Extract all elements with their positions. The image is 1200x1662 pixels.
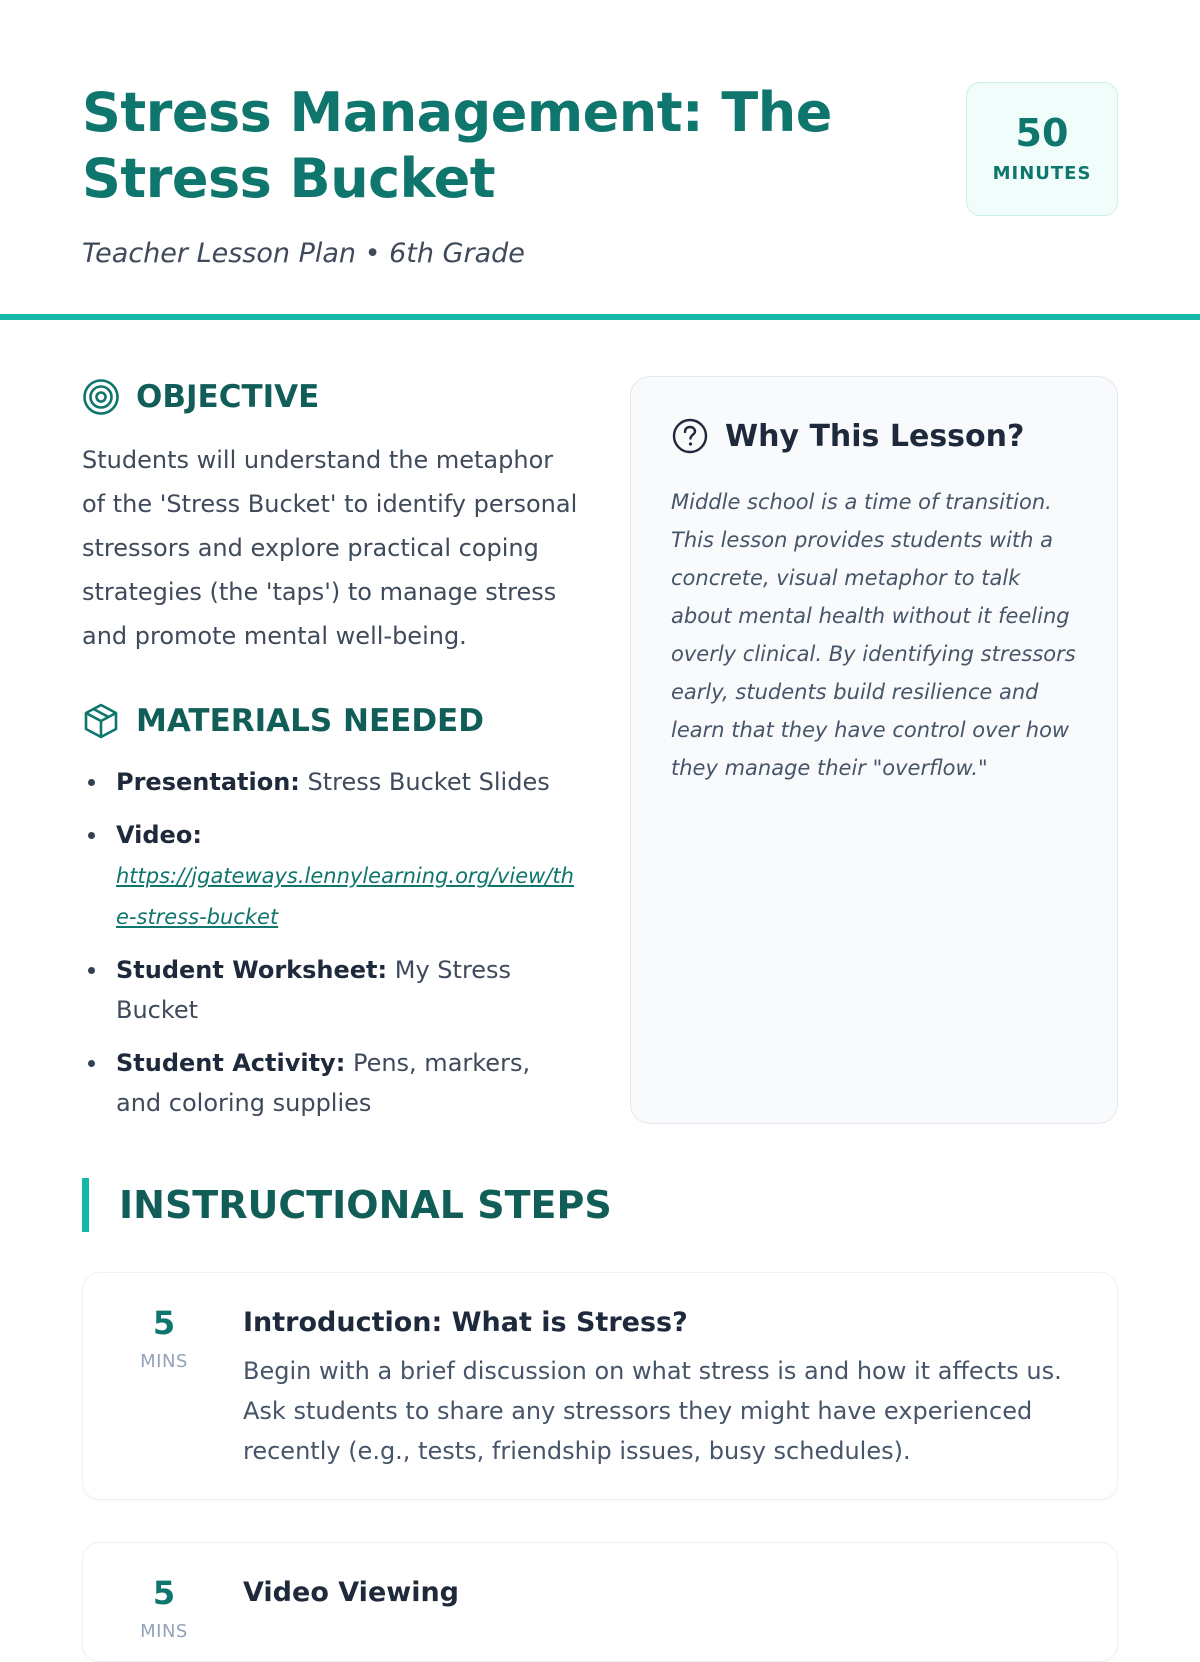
material-label: Video:	[116, 821, 202, 849]
lesson-header	[82, 0, 1118, 269]
video-link[interactable]: https://jgateways.lennylearning.org/view/the-stress-bucket	[116, 864, 574, 929]
objective-materials-column	[82, 376, 582, 1136]
duration-unit: MINUTES	[992, 163, 1092, 184]
material-label: Student Worksheet:	[116, 956, 388, 984]
duration-number: 50	[1015, 111, 1069, 155]
question-icon	[671, 417, 709, 455]
objective-heading	[82, 376, 582, 418]
list-item	[82, 1043, 582, 1123]
list-item	[82, 815, 582, 937]
materials-list	[82, 762, 582, 1123]
page-subtitle: Teacher Lesson Plan • 6th Grade	[82, 238, 525, 269]
why-this-lesson-card	[630, 376, 1118, 1124]
step-description: Begin with a brief discussion on what stress is and how it affects us. Ask students to share any stressors they might have experienced recently (e.g., tests, friendship issues, busy schedules).	[243, 1357, 1062, 1465]
material-label: Presentation:	[116, 768, 300, 796]
step-body	[243, 1303, 1067, 1471]
material-value: My Stress Bucket	[116, 956, 512, 1024]
materials-heading-label: MATERIALS NEEDED	[136, 703, 484, 739]
material-value: Stress Bucket Slides	[307, 768, 550, 796]
overview-section	[82, 376, 1118, 1126]
step-title: Introduction: What is Stress?	[243, 1307, 688, 1338]
header-divider	[0, 314, 1200, 320]
step-minutes: 5	[152, 1574, 176, 1612]
why-heading-label: Why This Lesson?	[725, 418, 1025, 454]
material-label: Student Activity:	[116, 1049, 346, 1077]
list-item	[82, 762, 582, 802]
objective-text: Students will understand the metaphor of the 'Stress Bucket' to identify personal stressors and explore practical coping strategies (the 'taps') to manage stress and promote mental well-being.	[82, 446, 578, 650]
step-card	[82, 1272, 1118, 1500]
why-heading	[671, 417, 1077, 455]
step-minutes: 5	[152, 1304, 176, 1342]
list-item	[82, 950, 582, 1030]
materials-heading	[82, 700, 582, 742]
material-value: Pens, markers, and coloring supplies	[116, 1049, 531, 1117]
duration-badge	[966, 82, 1118, 216]
target-icon	[82, 378, 120, 416]
page-title: Stress Management: The Stress Bucket	[82, 81, 832, 210]
step-duration	[83, 1303, 245, 1372]
instructional-steps-heading: INSTRUCTIONAL STEPS	[82, 1178, 612, 1232]
step-title: Video Viewing	[243, 1577, 459, 1608]
step-body	[243, 1573, 1067, 1613]
objective-heading-label: OBJECTIVE	[136, 379, 320, 415]
step-minutes-unit: MINS	[140, 1621, 188, 1642]
package-icon	[82, 702, 120, 740]
step-card	[82, 1542, 1118, 1662]
step-duration	[83, 1573, 245, 1642]
step-minutes-unit: MINS	[140, 1351, 188, 1372]
why-text: Middle school is a time of transition. This lesson provides students with a concrete, visual metaphor to talk about mental health without it feeling overly clinical. By identifying stressors early, students build resilience and learn that they have control over how they manage their "overflow."	[671, 490, 1076, 780]
